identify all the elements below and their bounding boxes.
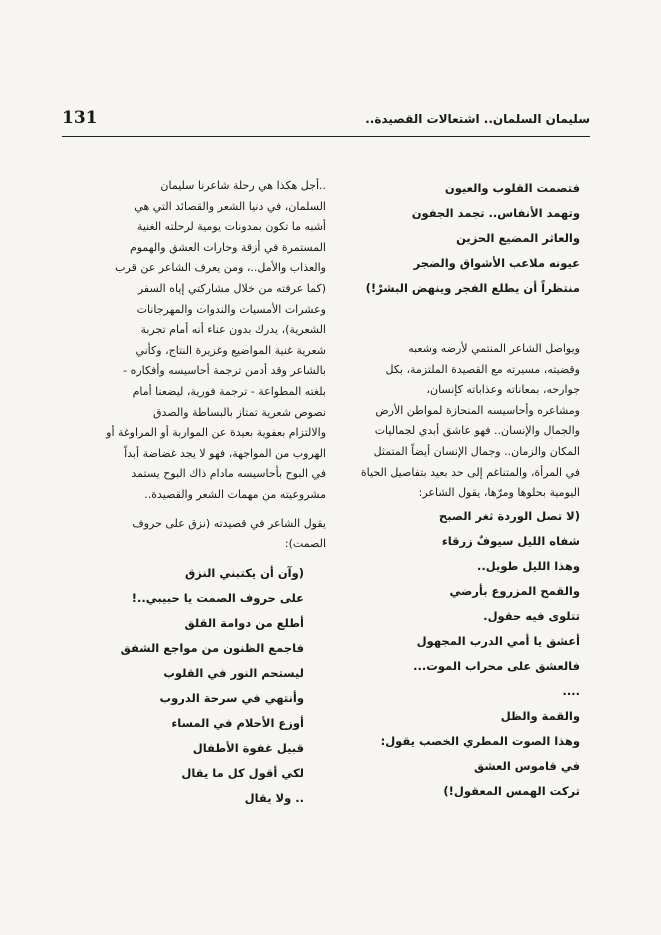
verse-line: .... <box>562 683 580 698</box>
prose-line: وعشرات الأمسيات والندوات والمهرجانات <box>136 302 326 316</box>
verse-line: وأنتهي في سرحة الدروب <box>159 690 304 705</box>
prose-line: بالشاعر وقد أدمن ترجمة أحاسيسه وأفكاره - <box>123 364 326 378</box>
verse-line: في قاموس العشق <box>473 758 580 773</box>
verse-line: تتلوى فيه حقول. <box>483 608 580 623</box>
prose-line: يقول الشاعر في قصيدته (نزق على حروف <box>132 516 326 530</box>
prose-line: السلمان، في دنيا الشعر والقصائد التي هي <box>134 199 326 213</box>
verse-line: منتظراً أن يطلع الفجر وينهض البشرْ!) <box>365 281 580 295</box>
verse-block-top <box>340 176 580 301</box>
prose-line: ..أجل هكذا هي رحلة شاعرنا سليمان <box>160 179 326 192</box>
prose-line: والالتزام بعفوية بعيدة عن المواربة أو المراوغة أو <box>106 426 326 440</box>
verse-line: وتهمد الأنفاس.. تجمد الجفون <box>411 206 580 220</box>
prose-line: الشعرية)، يدرك بدون عناء أنه أمام تجربة <box>140 323 326 337</box>
verse-line: (وآن أن يكتبني النزق <box>184 565 304 580</box>
page-number: 131 <box>62 108 98 128</box>
prose-line: الصمت): <box>284 537 326 551</box>
verse-line: قبيل غفوة الأطفال <box>192 740 304 755</box>
prose-line: شعرية غنية المواضيع وغزيرة النتاج، وكأني <box>135 343 326 357</box>
verse-line: أعشق يا أمي الدرب المجهول <box>416 633 580 648</box>
prose-line: (كما عرفته من خلال مشاركتي إياه السفر <box>137 281 326 295</box>
left-column <box>88 176 326 811</box>
prose-line: والعذاب والأمل..، ومن يعرف الشاعر عن قرب <box>115 261 326 275</box>
prose-paragraph <box>88 176 326 506</box>
prose-line: جوارحه، بمعاناته وعذاباته كإنسان، <box>426 383 580 397</box>
prose-line: اليومية بحلوها ومرّها، يقول الشاعر: <box>418 486 580 500</box>
prose-paragraph <box>340 339 580 504</box>
right-column <box>340 176 580 804</box>
prose-line: مشروعيته من مهمات الشعر والقصيدة.. <box>144 487 326 501</box>
verse-line: .. ولا يقال <box>244 790 304 805</box>
header-rule <box>62 136 590 137</box>
verse-line: وهذا الصوت المطري الخصب يقول: <box>380 733 580 748</box>
verse-line: (لا تصل الوردة ثغر الصبح <box>438 508 580 523</box>
verse-line: تركت الهمس المعقول!) <box>443 783 580 798</box>
verse-line: على حروف الصمت يا حبيبي..! <box>131 590 304 605</box>
prose-line: المكان والزمان.. وجمال الإنسان أيضاً المتمثل <box>373 444 580 458</box>
prose-line: في البوح بأحاسيسه مادام ذاك البوح يستمد <box>131 467 326 481</box>
prose-line: أشبه ما تكون بمدونات يومية لرحلته الغنية <box>136 220 326 234</box>
verse-line: شفاه الليل سيوفٌ زرقاء <box>441 533 580 548</box>
verse-line: فتصمت القلوب والعيون <box>444 181 580 195</box>
verse-line: والقمح المزروع بأرضي <box>449 583 580 598</box>
verse-line: والعاثر المضيع الحزين <box>456 231 580 245</box>
verse-line: عيونه ملاعب الأشواق والضجر <box>413 256 580 270</box>
verse-line: لكي أقول كل ما يقال <box>181 765 304 780</box>
prose-line: نصوص شعرية تمتاز بالبساطة والصدق <box>153 405 326 419</box>
running-head: سليمان السلمان.. اشتعالات القصيدة.. <box>365 112 590 126</box>
verse-line: ليستحم النور في القلوب <box>163 665 304 680</box>
prose-line: المستمرة في أزقة وحارات العشق والهموم <box>129 240 326 254</box>
verse-line: فالعشق على محراب الموت... <box>413 658 580 673</box>
verse-block <box>88 561 326 811</box>
verse-line: أوزع الأحلام في المساء <box>171 715 304 730</box>
page-header <box>62 106 590 140</box>
prose-line: بلغته المطواعة - ترجمة فورية، ليضعنا أمام <box>132 384 326 398</box>
verse-line: والقمة والظل <box>500 708 580 723</box>
verse-line: وهذا الليل طويل.. <box>477 558 580 573</box>
prose-paragraph <box>88 514 326 555</box>
prose-line: ومشاعره وأحاسيسه المنحازة لمواطن الأرض <box>375 403 580 417</box>
verse-line: فاجمع الظنون من مواجع الشفق <box>120 640 304 655</box>
verse-line: أطلع من دوامة القلق <box>184 615 304 630</box>
prose-line: الهروب من المواجهة، فهو لا يجد غضاضة أبداً <box>124 446 326 460</box>
verse-block-bottom <box>340 504 580 804</box>
prose-line: والجمال والإنسان.. فهو عاشق أبدي لجماليات <box>374 424 580 438</box>
prose-line: ويواصل الشاعر المنتمي لأرضه وشعبه <box>408 342 580 355</box>
prose-line: وقضيته، مسيرته مع القصيدة الملتزمة، بكل <box>385 362 580 376</box>
prose-line: في المرأة، والمتناغم إلى حد بعيد بتفاصيل الحياة <box>360 465 580 479</box>
